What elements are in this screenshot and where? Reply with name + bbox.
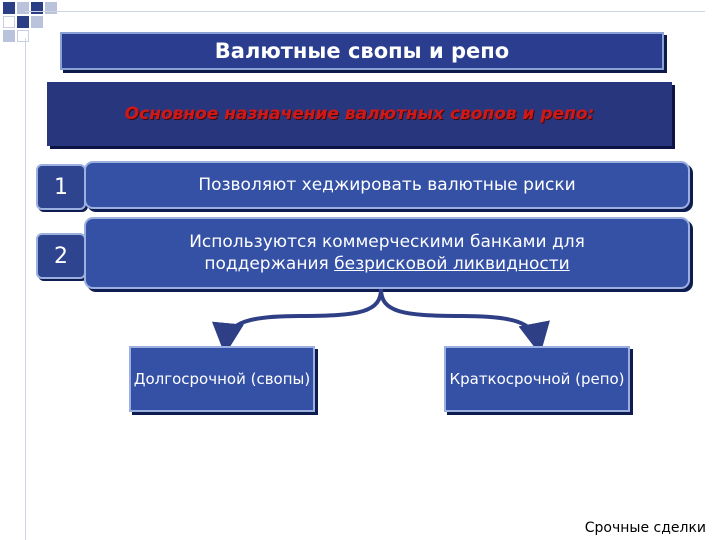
item-2-line2-prefix: поддержания — [204, 254, 335, 274]
arrow-right — [381, 289, 538, 343]
item-1: Позволяют хеджировать валютные риски — [84, 161, 690, 209]
item-number-1: 1 — [36, 164, 86, 210]
arrow-left — [226, 289, 381, 343]
footer-link[interactable]: Срочные сделки — [584, 520, 706, 536]
branch-short-term: Краткосрочной (репо) — [444, 346, 630, 412]
slide-title: Валютные свопы и репо — [60, 32, 664, 70]
item-2-line1: Используются коммерческими банками для — [189, 232, 585, 252]
item-number-2: 2 — [36, 233, 86, 279]
branch-long-term: Долгосрочной (свопы) — [129, 346, 315, 412]
item-2-underlined-text: безрисковой ликвидности — [334, 254, 570, 274]
purpose-heading: Основное назначение валютных свопов и репо: — [47, 82, 672, 146]
